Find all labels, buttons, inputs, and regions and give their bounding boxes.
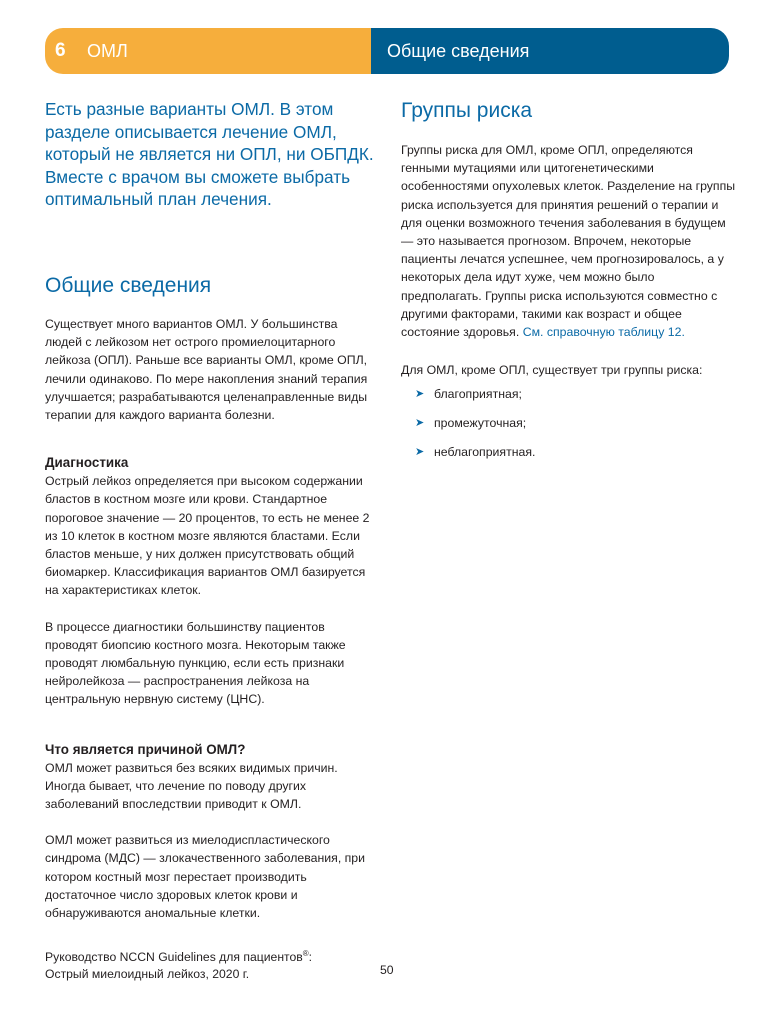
general-heading: Общие сведения [45,273,212,297]
table-12-link[interactable]: См. справочную таблицу 12. [522,325,685,340]
risk-group-unfavorable: неблагоприятная. [434,445,536,460]
page-number: 50 [380,963,394,977]
groups-intro: Для ОМЛ, кроме ОПЛ, существует три группы риска: [401,363,703,378]
risk-paragraph [401,141,736,341]
risk-heading: Группы риска [401,99,533,122]
intro-text: Есть разные варианты ОМЛ. В этом разделе описывается лечение ОМЛ, который не является ни ОПЛ, ни ОБПДК. Вместе с врачом вы сможете выбрать оптимальный план лечения. [45,99,374,210]
risk-group-intermediate: промежуточная; [434,416,527,431]
risk-text: Группы риска для ОМЛ, кроме ОПЛ, определяются генными мутациями или цитогенетическими особенностями опухолевых клеток. Разделение на группы риска используется для принятия решений о терапии и для оценки возможного течения заболевания в будущем — это называется прогнозом. Впрочем, некоторые пациенты лечатся успешнее, чем прогнозировалось, а у некоторых дела идут хуже, чем можно было предполагать. Группы риска используются совместно с другими факторами, такими как возраст и общее состояние здоровья. [401,143,736,340]
left-column [45,98,375,922]
risk-groups-list [401,385,736,461]
list-item [401,414,736,432]
diagnosis-paragraph-2: В процессе диагностики большинству пациентов проводят биопсию костного мозга. Некоторым также проводят люмбальную пункцию, если есть признаки нейролейкоза — распространения лейкоза на центральную нервную систему (ЦНС). [45,619,346,707]
section-bar [371,28,729,74]
chapter-title: ОМЛ [87,40,128,61]
chapter-number: 6 [55,40,66,61]
chapter-tab [45,28,371,74]
footer [45,949,312,983]
cause-paragraph-1: ОМЛ может развиться без всяких видимых причин. Иногда бывает, что лечение по поводу других заболеваний впоследствии приводит к ОМЛ. [45,760,338,812]
section-title: Общие сведения [387,40,530,61]
cause-heading: Что является причиной ОМЛ? [45,741,246,757]
list-item [401,385,736,403]
general-paragraph: Существует много вариантов ОМЛ. У большинства людей с лейкозом нет острого промиелоцитарного лейкоза (ОПЛ). Раньше все варианты ОМЛ, кроме ОПЛ, лечили одинаково. По мере накопления знаний терапия улучшается; разрабатываются целенаправленные виды терапии для каждого варианта болезни. [45,316,368,422]
footer-guide-title: Руководство NCCN Guidelines для пациентов [45,950,303,964]
right-column [401,98,736,472]
footer-line-1 [45,949,312,966]
list-item [401,443,736,461]
registered-mark: ® [302,948,309,958]
chapter-header [45,28,729,74]
diagnosis-paragraph-1: Острый лейкоз определяется при высоком содержании бластов в костном мозге или крови. Стандартное пороговое значение — 20 процентов, то есть не менее 2 из 10 клеток в костном мозге являются бластами. Если бластов меньше, у них должен присутствовать общий биомаркер. Классификация вариантов ОМЛ базируется на характеристиках клеток. [45,474,370,598]
chevron-right-icon: ➤ [415,388,425,401]
cause-paragraph-2: ОМЛ может развиться из миелодиспластического синдрома (МДС) — злокачественного заболевания, при котором костный мозг перестает производить достаточное число здоровых клеток крови и обнаруживаются аномальные клетки. [45,833,366,921]
risk-group-favorable: благоприятная; [434,387,522,402]
footer-colon: : [308,950,313,964]
chevron-right-icon: ➤ [415,446,425,459]
diagnosis-heading: Диагностика [45,455,129,471]
footer-line-2: Острый миелоидный лейкоз, 2020 г. [45,967,250,981]
chevron-right-icon: ➤ [415,417,425,430]
